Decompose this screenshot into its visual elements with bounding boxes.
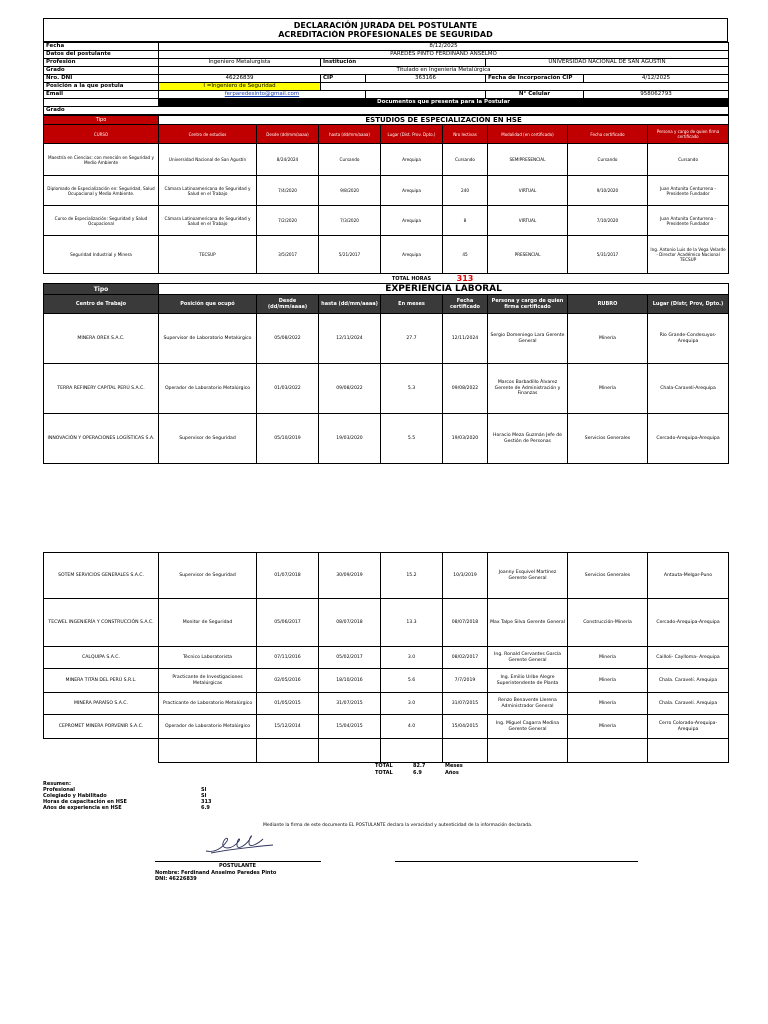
edu-cell: 240 (443, 176, 488, 206)
exp-cell: Operador de Laboratorio Metalúrgico (159, 364, 257, 414)
edu-cell: Maestría en Ciencias: con mención en Seguridad y Medio Ambiente (44, 144, 159, 176)
email-value[interactable]: ferparedesinto@gmail.com (159, 91, 366, 99)
exp-cell: Renzo Benavente Llerena Administrador General (488, 693, 568, 715)
total-years-unit: Años (445, 770, 459, 776)
exp-header-row (44, 295, 729, 314)
edu-total-label: TOTAL HORAS (391, 275, 432, 282)
exp-cell: Antauta-Melgar-Puno (648, 553, 729, 599)
exp-cell: 7/7/2019 (443, 669, 488, 693)
exp-cell: Operador de Laboratorio Metalúrgico (159, 715, 257, 739)
exp-empty-cell (648, 739, 729, 763)
table-row (44, 144, 729, 176)
postulante-name: Nombre: Ferdinand Anselmo Paredes Pinto (155, 870, 277, 876)
exp-cell: 19/03/2020 (443, 414, 488, 464)
total-years-value: 6.9 (413, 770, 422, 776)
exp-cell: CEPROMET MINERA PORVENIR S.A.C. (44, 715, 159, 739)
exp-cell: Servicios Generales (568, 414, 648, 464)
dni-label: Nro. DNI (44, 75, 159, 83)
grado-value: Titulado en Ingeniería Metalúrgica (159, 67, 729, 75)
exp-empty-cell (443, 739, 488, 763)
table-row (44, 647, 729, 669)
edu-cell: Juan Antunita Centurrena - Presidente Fundador (648, 206, 729, 236)
fecha-label: Fecha (44, 43, 159, 51)
exp-cell: 01/07/2018 (257, 553, 319, 599)
experience-table (43, 283, 729, 464)
exp-cell: 08/02/2017 (443, 647, 488, 669)
bar-left-empty (44, 99, 159, 107)
edu-cell: SEMIPRESENCIAL (488, 144, 568, 176)
exp-cell: Minería (568, 364, 648, 414)
edu-cell: Cursando (319, 144, 381, 176)
exp-empty-cell (488, 739, 568, 763)
edu-header: Centro de estudios (159, 125, 257, 144)
edu-cell: Seguridad Industrial y Minera (44, 236, 159, 274)
edu-cell: 8/24/2024 (257, 144, 319, 176)
exp-cell: 05/08/2022 (257, 314, 319, 364)
exp-cell: Minería (568, 314, 648, 364)
edu-cell: VIRTUAL (488, 176, 568, 206)
exp-cell: Ing. Miguel Cagarra Medina Gerente General (488, 715, 568, 739)
edu-cell: 5/31/2017 (568, 236, 648, 274)
doc-subtitle: ACREDITACIÓN PROFESIONALES DE SEGURIDAD (44, 30, 728, 42)
summary-block (43, 781, 728, 817)
summary-value: 6.9 (201, 805, 210, 811)
edu-cell: Cámara Latinoamericana de Seguridad y Salud en el Trabajo (159, 176, 257, 206)
exp-header: Persona y cargo de quien firma certificado (488, 295, 568, 314)
datos-value: PAREDES PINTO FERDINAND ANSELMO (159, 51, 729, 59)
summary-value: SI (201, 793, 207, 799)
posicion-label: Posición a la que postula (44, 83, 159, 91)
exp-cell: Servicios Generales (568, 553, 648, 599)
exp-header: Posición que ocupó (159, 295, 257, 314)
exp-cell: Chala. Caravelí. Arequipa (648, 693, 729, 715)
exp-cell: 15.2 (381, 553, 443, 599)
table-row (44, 715, 729, 739)
fecha-cip-label: Fecha de Incorporación CIP (486, 75, 584, 83)
exp-cell: Cercado-Arequipa-Arequipa (648, 599, 729, 647)
exp-cell: 05/10/2019 (257, 414, 319, 464)
summary-label: Horas de capacitación en HSE (43, 799, 127, 805)
email-label: Email (44, 91, 159, 99)
total-months-value: 82.7 (413, 763, 426, 769)
exp-cell: Practicante de Investigaciones Metalúrgicas (159, 669, 257, 693)
exp-cell: 3.0 (381, 693, 443, 715)
exp-cell: 02/05/2016 (257, 669, 319, 693)
total-months-unit: Meses (445, 763, 463, 769)
edu-cell: Cursando (443, 144, 488, 176)
edu-cell: 5/21/2017 (319, 236, 381, 274)
exp-cell: 08/07/2018 (443, 599, 488, 647)
exp-empty-cell (319, 739, 381, 763)
exp-cell: 5.3 (381, 364, 443, 414)
exp-header: En meses (381, 295, 443, 314)
edu-cell: TECSUP (159, 236, 257, 274)
exp-empty-cell (568, 739, 648, 763)
exp-cell: Minería (568, 693, 648, 715)
exp-cell: 01/05/2015 (257, 693, 319, 715)
edu-total-spacer-right (488, 274, 729, 284)
summary-value: 313 (201, 799, 212, 805)
table-row (44, 176, 729, 206)
exp-cell: 09/08/2022 (443, 364, 488, 414)
exp-cell: 15/04/2015 (443, 715, 488, 739)
cip-value: 363166 (366, 75, 486, 83)
edu-cell: Arequipa (381, 236, 443, 274)
edu-cell: Ing. Antonio Luis de la Vega Velarde - Director Académico Nacional TECSUP (648, 236, 729, 274)
edu-cell: Cámara Latinoamericana de Seguridad y Salud en el Trabajo (159, 206, 257, 236)
table-row (44, 314, 729, 364)
exp-cell: Técnico Laboratorista (159, 647, 257, 669)
exp-empty-cell (257, 739, 319, 763)
edu-cell: Arequipa (381, 144, 443, 176)
exp-cell: Marcos Barbadillo Álvarez Gerente de Administración y Finanzas (488, 364, 568, 414)
institucion-value: UNIVERSIDAD NACIONAL DE SAN AGUSTIN (486, 59, 729, 67)
email-empty (366, 91, 486, 99)
exp-cell: 3.0 (381, 647, 443, 669)
doc-title: DECLARACIÓN JURADA DEL POSTULANTE (44, 19, 728, 31)
edu-section-title: ESTUDIOS DE ESPECIALIZACIÓN EN HSE (159, 116, 729, 125)
exp-cell: 31/07/2015 (443, 693, 488, 715)
exp-header: Lugar (Distr, Prov, Dpto.) (648, 295, 729, 314)
exp-cell: 08/07/2018 (319, 599, 381, 647)
summary-label: Colegiado y Habilitado (43, 793, 107, 799)
exp-header: RUBRO (568, 295, 648, 314)
edu-cell: 3/5/2017 (257, 236, 319, 274)
posicion-value: I =Ingeniero de Seguridad (159, 83, 321, 91)
exp-cell: TECWEL INGENIERÍA Y CONSTRUCCIÓN S.A.C. (44, 599, 159, 647)
profesion-label: Profesión (44, 59, 159, 67)
exp-cell: 10/3/2019 (443, 553, 488, 599)
exp-cell: 18/10/2016 (319, 669, 381, 693)
exp-cell: 30/09/2019 (319, 553, 381, 599)
exp-cell: 27.7 (381, 314, 443, 364)
table-row (44, 206, 729, 236)
exp-cell: Horacio Meza Guzmán Jefe de Gestión de Personas (488, 414, 568, 464)
datos-label: Datos del postulante (44, 51, 159, 59)
edu-cell: 7/4/2020 (257, 176, 319, 206)
grado-row-empty (159, 107, 729, 115)
summary-title: Resumen: (43, 781, 71, 787)
summary-value: SI (201, 787, 207, 793)
exp-cell: Chala. Caravelí. Arequipa (648, 669, 729, 693)
edu-cell: PRESENCIAL (488, 236, 568, 274)
posicion-empty (321, 83, 729, 91)
signature-image (201, 831, 281, 857)
exp-cell: Supervisor de Seguridad (159, 414, 257, 464)
table-row (44, 669, 729, 693)
exp-cell: MINERA OREX S.A.C. (44, 314, 159, 364)
edu-cell: Diplomado de Especialización en: Seguridad, Salud Ocupacional y Medio Ambiente. (44, 176, 159, 206)
celular-label: N° Celular (486, 91, 584, 99)
celular-value: 958062793 (584, 91, 729, 99)
exp-cell: 15/04/2015 (319, 715, 381, 739)
edu-header: CURSO (44, 125, 159, 144)
exp-cell: 31/07/2015 (319, 693, 381, 715)
signature-line (155, 861, 321, 862)
exp-cell: Minería (568, 669, 648, 693)
grado-row-label: Grado (44, 107, 159, 115)
declaration-text: Mediante la firma de este documento EL POSTULANTE declara la veracidad y autenticidad de la información declarada. (263, 823, 533, 828)
summary-row (43, 805, 728, 811)
education-table (43, 115, 729, 283)
exp-cell: 15/12/2014 (257, 715, 319, 739)
edu-header: Desde (dd/mm/aaaa) (257, 125, 319, 144)
exp-cell: 09/08/2022 (319, 364, 381, 414)
exp-cell: Monitor de Seguridad (159, 599, 257, 647)
exp-cell: Minería (568, 647, 648, 669)
experience-table-continued (43, 552, 729, 763)
fecha-cip-value: 4/12/2025 (584, 75, 729, 83)
table-row (44, 553, 729, 599)
exp-cell: SOTEM SERVICIOS GENERALES S.A.C. (44, 553, 159, 599)
exp-cell: 5.5 (381, 414, 443, 464)
edu-cell: 9/8/2020 (319, 176, 381, 206)
edu-cell: 7/2/2020 (257, 206, 319, 236)
exp-cell: Cailloli- Caylloma- Arequipa (648, 647, 729, 669)
exp-cell: 12/11/2024 (443, 314, 488, 364)
dni-value: 46226839 (159, 75, 321, 83)
table-row (44, 414, 729, 464)
edu-cell: 7/10/2020 (568, 206, 648, 236)
edu-cell: 8 (443, 206, 488, 236)
exp-cell: Supervisor de Laboratorio Metalúrgico (159, 314, 257, 364)
table-row-empty (44, 739, 729, 763)
exp-cell: 4.0 (381, 715, 443, 739)
profesion-value: Ingeniero Metalurgista (159, 59, 321, 67)
edu-cell: Curso de Especialización: Seguridad y Salud Ocupacional (44, 206, 159, 236)
exp-cell: Chala-Caravelí-Arequipa (648, 364, 729, 414)
exp-cell: 05/02/2017 (319, 647, 381, 669)
institucion-label: Institución (321, 59, 486, 67)
edu-total-spacer (44, 274, 381, 284)
exp-cell: 13.3 (381, 599, 443, 647)
declaration-sheet (43, 18, 728, 897)
edu-total-value: 313 (456, 274, 474, 283)
exp-cell: Joanny Esquivel Martínez Gerente General (488, 553, 568, 599)
edu-cell: Cursando (568, 144, 648, 176)
exp-cell: 07/11/2016 (257, 647, 319, 669)
exp-cell: Sergio Domeniego Lara Gerente General (488, 314, 568, 364)
table-row (44, 364, 729, 414)
exp-cell: Minería (568, 715, 648, 739)
exp-header: Centro de Trabajo (44, 295, 159, 314)
table-row (44, 236, 729, 274)
exp-cell: 5.6 (381, 669, 443, 693)
table-row (44, 693, 729, 715)
signature-line-right (395, 861, 638, 862)
table-row (44, 599, 729, 647)
exp-empty-cell (159, 739, 257, 763)
edu-tipo-label: Tipo (44, 116, 159, 125)
exp-cell: MINERA TITÁN DEL PERÚ S.R.L. (44, 669, 159, 693)
edu-cell: 9/10/2020 (568, 176, 648, 206)
edu-cell: Arequipa (381, 206, 443, 236)
edu-cell: Cursando (648, 144, 729, 176)
edu-header: Modalidad (en certificado) (488, 125, 568, 144)
edu-header: Lugar (Dist. Prov. Dpto.) (381, 125, 443, 144)
exp-cell: Cerro Colorado-Arequipa-Arequipa (648, 715, 729, 739)
exp-cell: Ing. Emilio Uribe Alegre Superintendente de Planta (488, 669, 568, 693)
edu-cell: 45 (443, 236, 488, 274)
exp-cell: Max Talpe Silva Gerente General (488, 599, 568, 647)
total-years-label: TOTAL (375, 770, 393, 776)
exp-header: hasta (dd/mm/aaaa) (319, 295, 381, 314)
exp-section-title: EXPERIENCIA LABORAL (159, 284, 729, 295)
edu-header: Fecha certificado (568, 125, 648, 144)
exp-cell: 05/06/2017 (257, 599, 319, 647)
edu-header: Persona y cargo de quien firma certificado (648, 125, 729, 144)
edu-header: hasta (dd/mm/aaaa) (319, 125, 381, 144)
signature-block (43, 817, 728, 897)
exp-cell: 12/11/2024 (319, 314, 381, 364)
edu-header-row (44, 125, 729, 144)
exp-empty-cell (44, 739, 159, 763)
cip-label: CIP (321, 75, 366, 83)
exp-cell: INNOVACIÓN Y OPERACIONES LOGÍSTICAS S.A. (44, 414, 159, 464)
exp-empty-cell (381, 739, 443, 763)
edu-cell: Universidad Nacional de San Agustín (159, 144, 257, 176)
grado-label: Grado (44, 67, 159, 75)
summary-label: Profesional (43, 787, 75, 793)
fecha-value: 8/12/2025 (159, 43, 729, 51)
page-gap (43, 464, 728, 552)
edu-cell: Arequipa (381, 176, 443, 206)
postulante-label: POSTULANTE (219, 863, 257, 869)
summary-label: Años de experiencia en HSE (43, 805, 122, 811)
applicant-info (43, 42, 729, 115)
exp-cell: CALQUIPA S.A.C. (44, 647, 159, 669)
exp-cell: Construcción-Minería (568, 599, 648, 647)
edu-cell: Juan Antunita Centurrena - Presidente Fundador (648, 176, 729, 206)
postulante-dni: DNI: 46226839 (155, 876, 197, 882)
exp-header: Fecha certificado (443, 295, 488, 314)
exp-cell: Cercado-Arequipa-Arequipa (648, 414, 729, 464)
documentos-bar: Documentos que presenta para la Postular (159, 99, 729, 107)
exp-tipo-label: Tipo (44, 284, 159, 295)
total-months-label: TOTAL (375, 763, 393, 769)
exp-header: Desde (dd/mm/aaaa) (257, 295, 319, 314)
exp-cell: Practicante de Laboratorio Metalúrgico (159, 693, 257, 715)
exp-cell: 01/03/2022 (257, 364, 319, 414)
exp-cell: Ing. Ronald Cervantes García Gerente General (488, 647, 568, 669)
edu-header: Nro lectivas (443, 125, 488, 144)
edu-cell: 7/3/2020 (319, 206, 381, 236)
exp-cell: Supervisor de Seguridad (159, 553, 257, 599)
experience-totals (43, 763, 728, 779)
exp-cell: 19/03/2020 (319, 414, 381, 464)
exp-cell: MINERA PARAÍSO S.A.C. (44, 693, 159, 715)
edu-cell: VIRTUAL (488, 206, 568, 236)
exp-cell: Río Grande-Condesuyos-Arequipa (648, 314, 729, 364)
title-block (43, 18, 728, 42)
exp-cell: TERRA REFINERY CAPITAL PERÚ S.A.C. (44, 364, 159, 414)
